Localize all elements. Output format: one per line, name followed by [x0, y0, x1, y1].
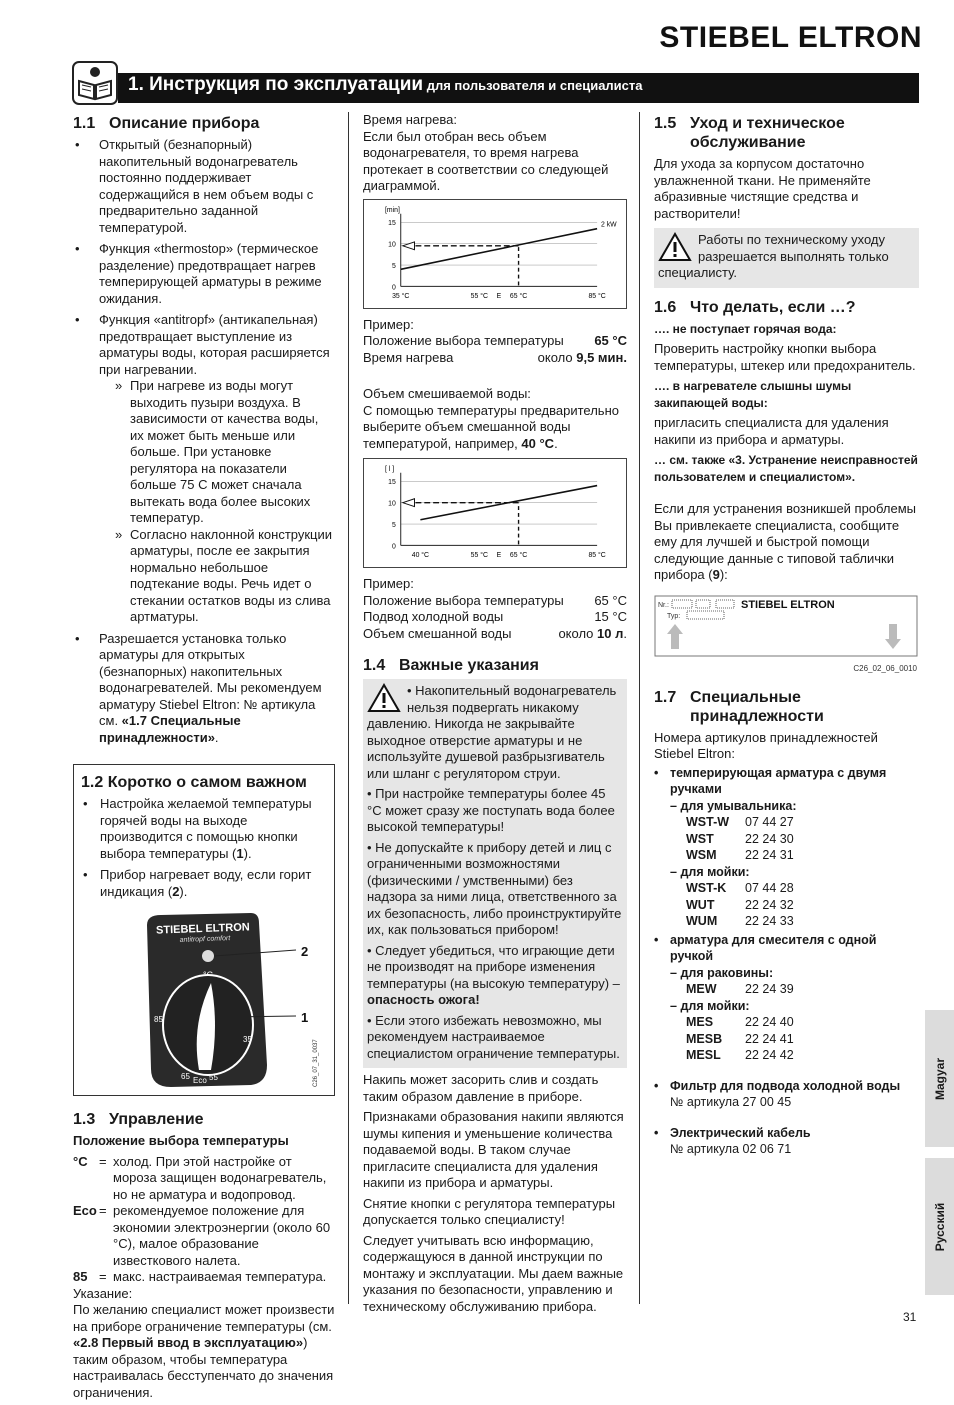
- accessory-item: [654, 1014, 919, 1031]
- control-panel-figure: [81, 905, 327, 1089]
- dial-mark-35: 35: [243, 1035, 252, 1044]
- paragraph: Снятие кнопки с регулятора температуры допускается только специалисту!: [363, 1195, 616, 1227]
- y-tick-label: 10: [388, 241, 396, 249]
- accessory-subgroup: – для умывальника:: [670, 798, 797, 813]
- x-tick-label: 55 °C: [470, 552, 488, 560]
- list-item: • Открытый (безнапорный) накопительный водонагреватель постоянно поддерживает содержащийся в нем объем воды с предварительно заданной температурой.: [73, 137, 335, 236]
- contact-specialist-text: Если для устранения возникшей проблемы Вы привлекаете специалиста, сообщите ему для лучшей и быстрой помощи следующие данные с типовой таблички прибора (9):: [654, 501, 916, 582]
- accessory-item: [654, 1031, 919, 1048]
- accessory-subgroup: – для раковины:: [670, 965, 774, 980]
- mixed-volume-label: Объем смешиваемой воды:: [363, 386, 531, 401]
- column-left: [73, 112, 335, 1405]
- column-right: [654, 112, 919, 1158]
- troubleshoot-question: …. не поступает горячая вода:: [654, 321, 837, 336]
- article-number: № артикула 27 00 45: [670, 1095, 792, 1109]
- x-tick-label: 55 °C: [470, 292, 488, 300]
- section-1-3-heading: 1.3 Управление: [73, 1111, 204, 1128]
- quick-guide-list: [81, 796, 327, 900]
- accessory-item: [654, 1047, 919, 1064]
- accessory-item: [654, 814, 919, 831]
- accessory-number: 22 24 32: [745, 897, 794, 912]
- troubleshoot-answer: Проверить настройку кнопки выбора температуры, штекер или предохранитель.: [654, 341, 916, 373]
- accessory-item: [654, 880, 919, 897]
- example-row: Объем смешанной воды около 10 л.: [363, 625, 627, 641]
- accessory-number: 22 24 42: [745, 1048, 794, 1062]
- x-tick-label: 85 °C: [588, 552, 606, 560]
- troubleshoot-question: …. в нагревателе слышны шумы закипающей воды:: [654, 379, 852, 410]
- dial-mark-65: 65: [181, 1072, 190, 1081]
- safety-warnings-box: [363, 679, 627, 1068]
- accessory-number: 22 24 39: [745, 982, 794, 996]
- example-label: Пример:: [363, 316, 414, 332]
- annotation-arrow-icon: [403, 241, 415, 249]
- accessory-number: 22 24 30: [745, 831, 794, 846]
- definition-row: Eco = рекомендуемое положение для экономии электроэнергии (около 60 °C), малое образование известкового налета.: [73, 1203, 331, 1268]
- temperature-positions-list: [73, 1154, 335, 1286]
- accessory-code: WUM: [686, 914, 718, 928]
- figure-code: C26_07_31_0037: [313, 1039, 319, 1087]
- column-middle: [363, 112, 627, 1319]
- figure-code: C26_02_06_0010: [853, 663, 917, 673]
- accessory-code: WST-K: [686, 881, 727, 895]
- accessory-code: WST-W: [686, 815, 730, 829]
- accessory-code: MES: [686, 1015, 714, 1029]
- accessory-item: [654, 913, 919, 930]
- sub-list: [99, 378, 335, 626]
- x-tick-label: E: [496, 552, 502, 560]
- accessory-group: • Электрический кабель: [654, 1125, 811, 1140]
- accessory-number: 07 44 27: [745, 815, 794, 829]
- chapter-subtitle: для пользователя и специалиста: [426, 78, 643, 93]
- y-tick-label: 5: [392, 262, 396, 270]
- section-1-7-heading: 1.7 Специальные принадлежности: [654, 688, 824, 725]
- panel-model: antitropf comfort: [179, 935, 231, 944]
- warning-item: • Не допускайте к прибору детей и лиц с ограниченными возможностями (физическими / умственными) без надзора за ними лица, ответственного за их безопасность, либо проинструктируйте их, как пользоваться прибором!: [367, 839, 622, 937]
- x-tick-label: 40 °C: [411, 552, 429, 560]
- accessory-code: WST: [686, 831, 714, 846]
- mixed-volume-text: С помощью температуры предварительно выберите объем смешанной воды температурой, например, 40 °C.: [363, 402, 619, 451]
- accessories-list: [654, 765, 919, 1158]
- language-tab-russian[interactable]: Русский: [925, 1158, 954, 1295]
- accessory-number: 22 24 41: [745, 1031, 794, 1046]
- definition-row: 85 = макс. настраиваемая температура.: [73, 1269, 327, 1284]
- y-axis-label: [min]: [385, 206, 400, 214]
- callout-1: 1: [301, 1010, 309, 1025]
- accessory-group: • темперирующая арматура с двумя ручками: [654, 765, 887, 796]
- heating-time-label: Время нагрева:: [363, 112, 457, 127]
- x-tick-label: 65 °C: [509, 292, 528, 300]
- page-number: 31: [903, 1310, 917, 1324]
- x-tick-label: 65 °C: [509, 552, 528, 560]
- x-tick-label: E: [496, 292, 502, 300]
- section-1-6-heading: 1.6 Что делать, если …?: [654, 298, 856, 316]
- accessory-number: 22 24 31: [745, 848, 794, 862]
- note-label: Указание:: [73, 1285, 133, 1301]
- chapter-title: 1. Инструкция по эксплуатации: [128, 74, 424, 95]
- language-tab-magyar[interactable]: Magyar: [925, 1010, 954, 1147]
- book-reader-icon: [72, 61, 118, 105]
- troubleshoot-answer: пригласить специалиста для удаления накипи из прибора и арматуры.: [654, 415, 889, 447]
- x-tick-label: 35 °C: [392, 292, 410, 300]
- article-number: № артикула 02 06 71: [670, 1142, 792, 1156]
- list-item: • Функция «thermostop» (термическое разделение) предотвращает нагрев темперирующей арматуры в режиме ожидания.: [73, 241, 335, 307]
- warning-item: • Следует убедиться, что играющие дети не производят на приборе изменения температуры (на высокую температуру) – опасность ожога!: [367, 942, 620, 1007]
- x-tick-label: 85 °C: [588, 292, 606, 300]
- dial-mark-eco: Eco: [193, 1076, 207, 1085]
- accessory-code: MESL: [686, 1048, 721, 1062]
- care-text: Для ухода за корпусом достаточно увлажненной ткани. Не применяйте абразивные чистящие средства и растворители!: [654, 156, 871, 221]
- description-list: [73, 137, 335, 746]
- paragraph: Признаками образования накипи являются шумы кипения и уменьшение количества подаваемой воды. В таком случае пригласите специалиста для удаления накипи из прибора и арматуры.: [363, 1109, 624, 1190]
- column-divider: [639, 112, 640, 1304]
- accessory-subgroup: – для мойки:: [670, 998, 750, 1013]
- accessory-item: [654, 981, 919, 998]
- example-label: Пример:: [363, 576, 414, 591]
- accessory-code: MEW: [686, 982, 717, 996]
- y-tick-label: 0: [392, 283, 396, 291]
- type-plate-typ-label: Typ:: [667, 612, 681, 620]
- cross-reference-link[interactable]: «2.8 Первый ввод в эксплуатацию»: [73, 1335, 304, 1350]
- series-line: [401, 228, 597, 269]
- warning-item: • Накопительный водонагреватель нельзя подвергать никакому давлению. Никогда не закрывайте выходное отверстие арматуры и не используйте душевой разбрызгиватель или шланг с регулятором струи.: [367, 683, 617, 781]
- sub-list-item: » При нагреве из воды могут выходить пузыри воздуха. В зависимости от качества воды, их может быть меньше или больше. При установке регулятора на показатели больше 75 С может сначала вытекать вода более высоких температур.: [99, 378, 335, 527]
- accessory-number: 22 24 33: [745, 914, 794, 928]
- accessory-item: [654, 831, 919, 848]
- accessory-group: • Фильтр для подвода холодной воды: [654, 1078, 901, 1093]
- y-tick-label: 5: [392, 521, 396, 529]
- annotation-arrow-icon: [403, 499, 415, 507]
- mixed-volume-chart: [363, 458, 627, 568]
- accessories-intro: Номера артикулов принадлежностей Stiebel Eltron:: [654, 729, 878, 761]
- type-plate-brand: STIEBEL ELTRON: [741, 598, 835, 611]
- warning-triangle-icon: [658, 232, 692, 262]
- sub-list-item: » Согласно наклонной конструкции арматуры, после ее закрытия нормально небольшое подтекание воды. Речь идет о стекании остатков воды из слива артматуры.: [99, 527, 335, 626]
- list-item: • Прибор нагревает воду, если горит индикация (2).: [81, 867, 327, 900]
- warning-item: • Если этого избежать невозможно, мы рекомендуем настраиваемое специалистом ограничение температуры.: [367, 1012, 620, 1061]
- callout-2: 2: [301, 944, 309, 959]
- temperature-positions-subtitle: Положение выбора температуры: [73, 1133, 289, 1148]
- paragraph: Следует учитывать всю информацию, содержащуюся в данной инструкции по монтажу и эксплуатации. Мы даем важные указания по безопасности, управлению и техническому обслуживанию прибора.: [363, 1232, 624, 1314]
- accessory-subgroup: – для мойки:: [670, 864, 750, 879]
- dial-mark-55: 55: [209, 1073, 218, 1082]
- accessory-item: [654, 847, 919, 864]
- quick-guide-box: [73, 764, 335, 1096]
- list-item: • Функция «antitropf» (антикапельная) предотвращает выступление из арматуры воды, которая расширяется при нагревании. » При нагреве из воды могут выходить пузыри воздуха. В зависимости от качества воды, их может быть меньше или больше. При установке регулятора на показатели больше 75 С может сначала вытекать вода более высоких температур. » Согласно наклонной конструкции арматуры, после ее закрытия нормально небольшое подтекание воды. Речь идет о стекании остатков воды из слива артматуры.: [73, 312, 335, 626]
- accessory-item: [654, 897, 919, 914]
- list-item: • Разрешается установка только арматуры для открытых (безнапорных) накопительных водонагревателей. Мы рекомендуем арматуру Stiebel Eltron: № артикула см. «1.7 Специальные принадлежности».: [73, 631, 335, 747]
- definition-row: °C = холод. При этой настройке от мороза защищен водонагреватель, но не арматура и водопровод.: [73, 1153, 327, 1202]
- y-tick-label: 15: [388, 479, 396, 487]
- paragraph: Накипь может засорить слив и создать таким образом давление в приборе.: [363, 1072, 599, 1104]
- list-item: • Настройка желаемой температуры горячей воды на выходе производится с помощью кнопки выбора температуры (1).: [81, 796, 327, 862]
- accessory-group: • арматура для смесителя с одной ручкой: [654, 932, 877, 963]
- example-row: Время нагрева около 9,5 мин.: [363, 349, 627, 365]
- series-label: 2 kW: [601, 221, 617, 229]
- column-divider: [348, 112, 349, 1304]
- example-row: Положение выбора температуры 65 °C: [363, 333, 627, 348]
- dial-mark-85: 85: [154, 1015, 163, 1024]
- section-1-1-heading: 1.1 Описание прибора: [73, 115, 260, 132]
- accessory-number: 22 24 40: [745, 1015, 794, 1029]
- accessory-code: MESB: [686, 1031, 723, 1046]
- type-plate-nr-label: Nr.:: [658, 601, 669, 609]
- y-tick-label: 10: [388, 500, 396, 508]
- troubleshoot-reference[interactable]: … см. также «3. Устранение неисправностей пользователем и специалистом».: [654, 453, 918, 484]
- section-1-2-heading: 1.2 Коротко о самом важном: [81, 774, 307, 791]
- section-1-4-heading: 1.4 Важные указания: [363, 657, 539, 674]
- cross-reference-link[interactable]: «1.7 Специальные принадлежности»: [99, 713, 241, 745]
- accessory-code: WUT: [686, 897, 715, 912]
- chapter-header-bar: [118, 73, 919, 103]
- example-row: Подвод холодной воды 15 °C: [363, 609, 627, 624]
- example-row: Положение выбора температуры 65 °C: [363, 592, 627, 608]
- heating-time-chart: [363, 199, 627, 309]
- y-tick-label: 15: [388, 219, 396, 227]
- note-text: По желанию специалист может произвести на приборе ограничение температуры (см. «2.8 Первый ввод в эксплуатацию») таким образом, чтобы температура настраивалась бесступенчато до значения ограничения.: [73, 1302, 335, 1400]
- section-1-5-heading: 1.5 Уход и техническое обслуживание: [654, 115, 845, 151]
- stiebel-eltron-logo: STIEBEL ELTRON: [659, 21, 922, 54]
- warning-item: • При настройке температуры более 45 °C может сразу же поступать вода более высокой температуры!: [367, 786, 615, 834]
- heating-time-text: Если был отобран весь объем водонагревателя, то время нагрева протекает в соответствии со следующей диаграммой.: [363, 128, 609, 193]
- y-axis-label: [ l ]: [385, 465, 395, 473]
- accessory-code: WSM: [686, 848, 717, 862]
- maintenance-warning-box: Работы по техническому уходу разрешается выполнять только специалисту.: [654, 228, 919, 288]
- warning-triangle-icon: [367, 683, 401, 713]
- indicator-lamp-icon: [202, 950, 214, 962]
- panel-brand: STIEBEL ELTRON: [155, 921, 250, 937]
- y-tick-label: 0: [392, 543, 396, 551]
- type-plate-figure: [654, 594, 918, 674]
- accessory-number: 07 44 28: [745, 881, 794, 895]
